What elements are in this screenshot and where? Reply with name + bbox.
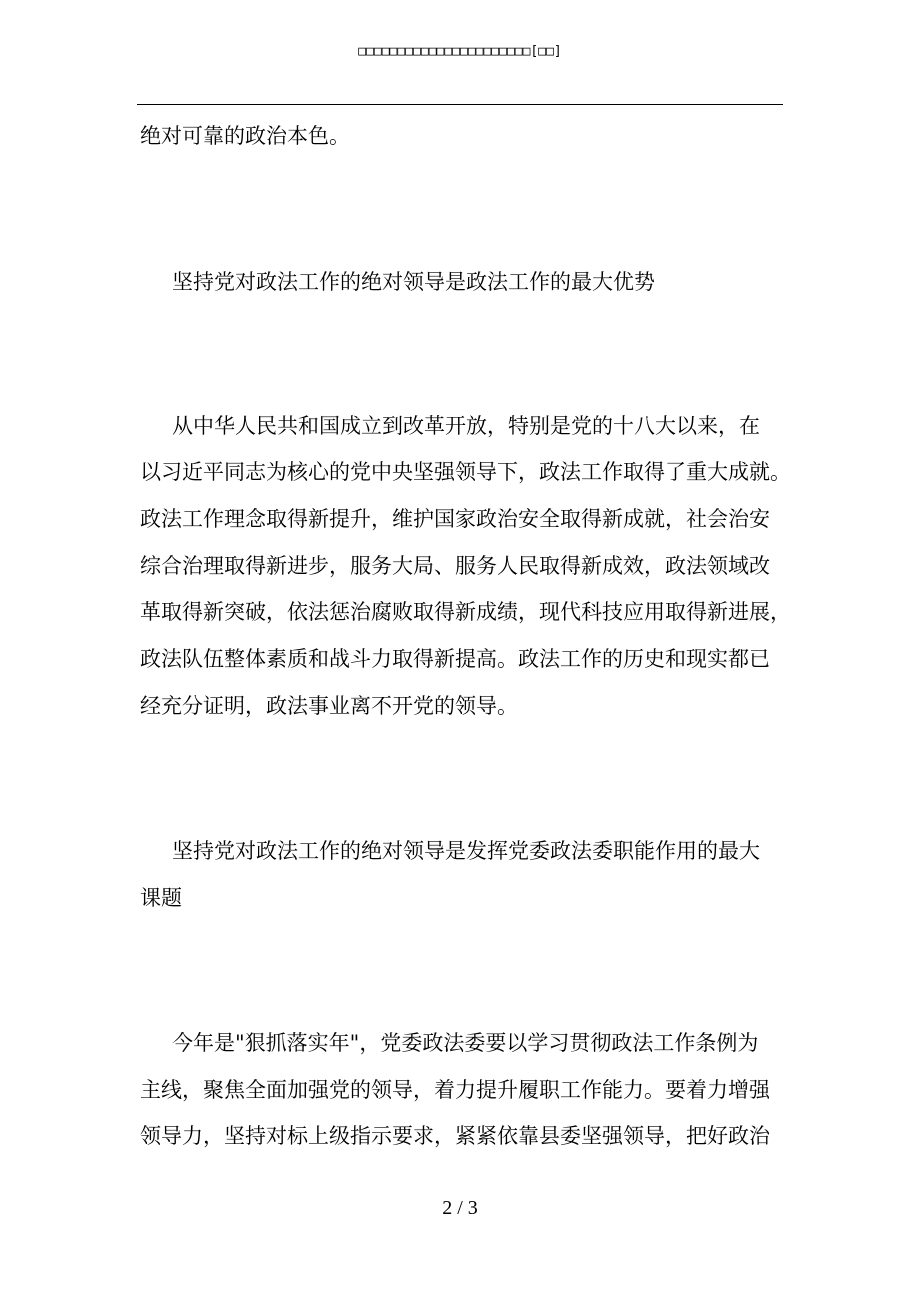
text-line: 从中华人民共和国成立到改革开放，特别是党的十八大以来，在 <box>172 414 760 438</box>
text-line: 综合治理取得新进步，服务大局、服务人民取得新成效，政法领域改 <box>140 554 770 578</box>
page-header: □□□□□□□□□□□□□□□□□□□□□□[□□] <box>358 44 562 59</box>
header-rule <box>137 104 783 105</box>
text-line: 绝对可靠的政治本色。 <box>140 124 350 148</box>
section-heading: 坚持党对政法工作的绝对领导是政法工作的最大优势 <box>172 270 655 294</box>
text-line: 经充分证明，政法事业离不开党的领导。 <box>140 694 518 718</box>
section-heading: 坚持党对政法工作的绝对领导是发挥党委政法委职能作用的最大 <box>172 839 760 863</box>
text-line: 以习近平同志为核心的党中央坚强领导下，政法工作取得了重大成就。 <box>140 460 791 484</box>
section-heading-continued: 课题 <box>140 886 182 910</box>
text-line: 今年是"狠抓落实年"，党委政法委要以学习贯彻政法工作条例为 <box>172 1031 759 1055</box>
text-line: 政法工作理念取得新提升，维护国家政治安全取得新成就，社会治安 <box>140 507 770 531</box>
page-number: 2 / 3 <box>442 1197 478 1219</box>
text-line: 主线，聚焦全面加强党的领导，着力提升履职工作能力。要着力增强 <box>140 1078 770 1102</box>
text-line: 政法队伍整体素质和战斗力取得新提高。政法工作的历史和现实都已 <box>140 647 770 671</box>
text-line: 革取得新突破，依法惩治腐败取得新成绩，现代科技应用取得新进展， <box>140 600 791 624</box>
text-line: 领导力，坚持对标上级指示要求，紧紧依靠县委坚强领导，把好政治 <box>140 1124 770 1148</box>
